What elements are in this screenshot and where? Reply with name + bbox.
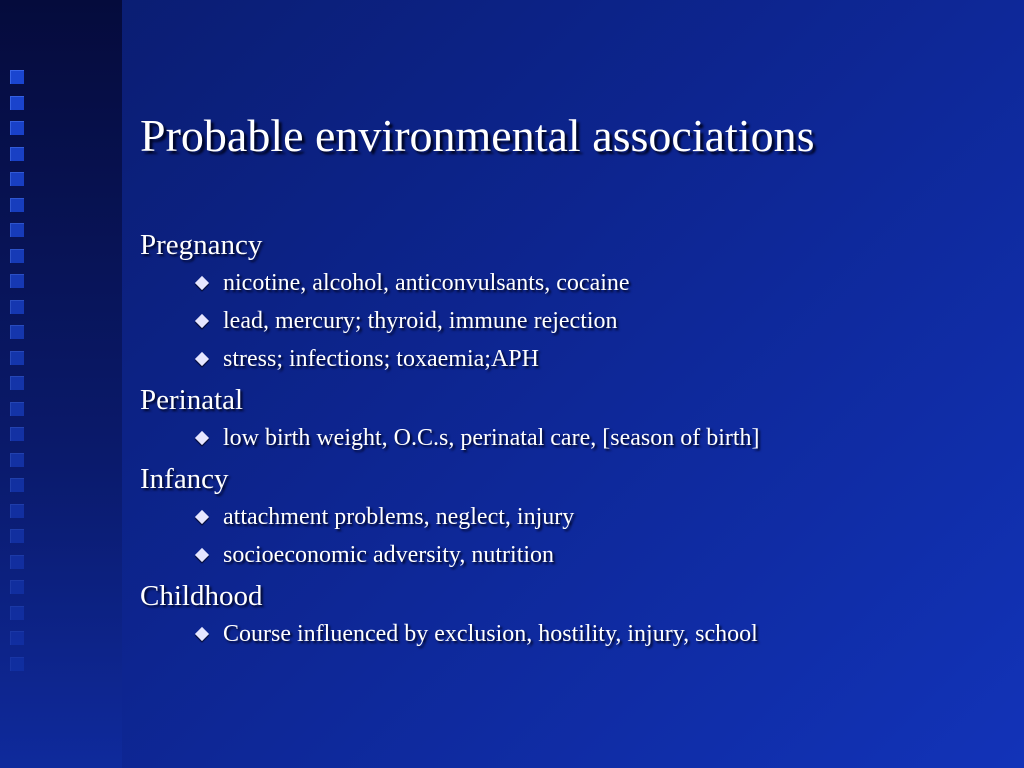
decorative-square — [10, 121, 24, 135]
bullet-item — [194, 340, 1000, 378]
bullet-list — [140, 264, 1000, 378]
bullet-text: lead, mercury; thyroid, immune rejection — [223, 308, 618, 334]
section-heading: Pregnancy — [140, 229, 263, 261]
section-childhood — [140, 577, 1000, 653]
bullet-text: attachment problems, neglect, injury — [223, 504, 575, 530]
section-pregnancy — [140, 226, 1000, 378]
decorative-square — [10, 478, 24, 492]
decorative-square — [10, 529, 24, 543]
section-heading: Perinatal — [140, 384, 244, 416]
decorative-square — [10, 453, 24, 467]
decorative-square — [10, 555, 24, 569]
diamond-bullet-icon — [195, 510, 209, 524]
decorative-square — [10, 325, 24, 339]
bullet-item — [194, 498, 1000, 536]
diamond-bullet-icon — [195, 548, 209, 562]
bullet-text: Course influenced by exclusion, hostility, injury, school — [223, 621, 758, 647]
decorative-squares — [10, 70, 26, 710]
bullet-text: stress; infections; toxaemia;APH — [223, 346, 539, 372]
bullet-item — [194, 302, 1000, 340]
side-band-decoration — [0, 0, 122, 768]
decorative-square — [10, 580, 24, 594]
decorative-square — [10, 376, 24, 390]
section-infancy — [140, 460, 1000, 574]
diamond-bullet-icon — [195, 431, 209, 445]
section-heading: Infancy — [140, 463, 229, 495]
decorative-square — [10, 606, 24, 620]
section-perinatal — [140, 381, 1000, 457]
slide-title: Probable environmental associations — [140, 110, 815, 161]
decorative-square — [10, 631, 24, 645]
decorative-square — [10, 300, 24, 314]
bullet-item — [194, 264, 1000, 302]
decorative-square — [10, 70, 24, 84]
bullet-item — [194, 419, 1000, 457]
decorative-square — [10, 274, 24, 288]
bullet-list — [140, 419, 1000, 457]
decorative-square — [10, 198, 24, 212]
bullet-text: nicotine, alcohol, anticonvulsants, cocaine — [223, 270, 630, 296]
decorative-square — [10, 249, 24, 263]
diamond-bullet-icon — [195, 352, 209, 366]
slide-content — [140, 226, 1000, 653]
decorative-square — [10, 427, 24, 441]
decorative-square — [10, 504, 24, 518]
bullet-list — [140, 615, 1000, 653]
decorative-square — [10, 657, 24, 671]
bullet-item — [194, 536, 1000, 574]
bullet-text: socioeconomic adversity, nutrition — [223, 542, 555, 568]
bullet-list — [140, 498, 1000, 574]
decorative-square — [10, 172, 24, 186]
diamond-bullet-icon — [195, 276, 209, 290]
decorative-square — [10, 96, 24, 110]
diamond-bullet-icon — [195, 314, 209, 328]
bullet-text: low birth weight, O.C.s, perinatal care, [season of birth] — [223, 425, 760, 451]
decorative-square — [10, 351, 24, 365]
diamond-bullet-icon — [195, 627, 209, 641]
decorative-square — [10, 402, 24, 416]
section-heading: Childhood — [140, 580, 263, 612]
decorative-square — [10, 223, 24, 237]
decorative-square — [10, 147, 24, 161]
bullet-item — [194, 615, 1000, 653]
